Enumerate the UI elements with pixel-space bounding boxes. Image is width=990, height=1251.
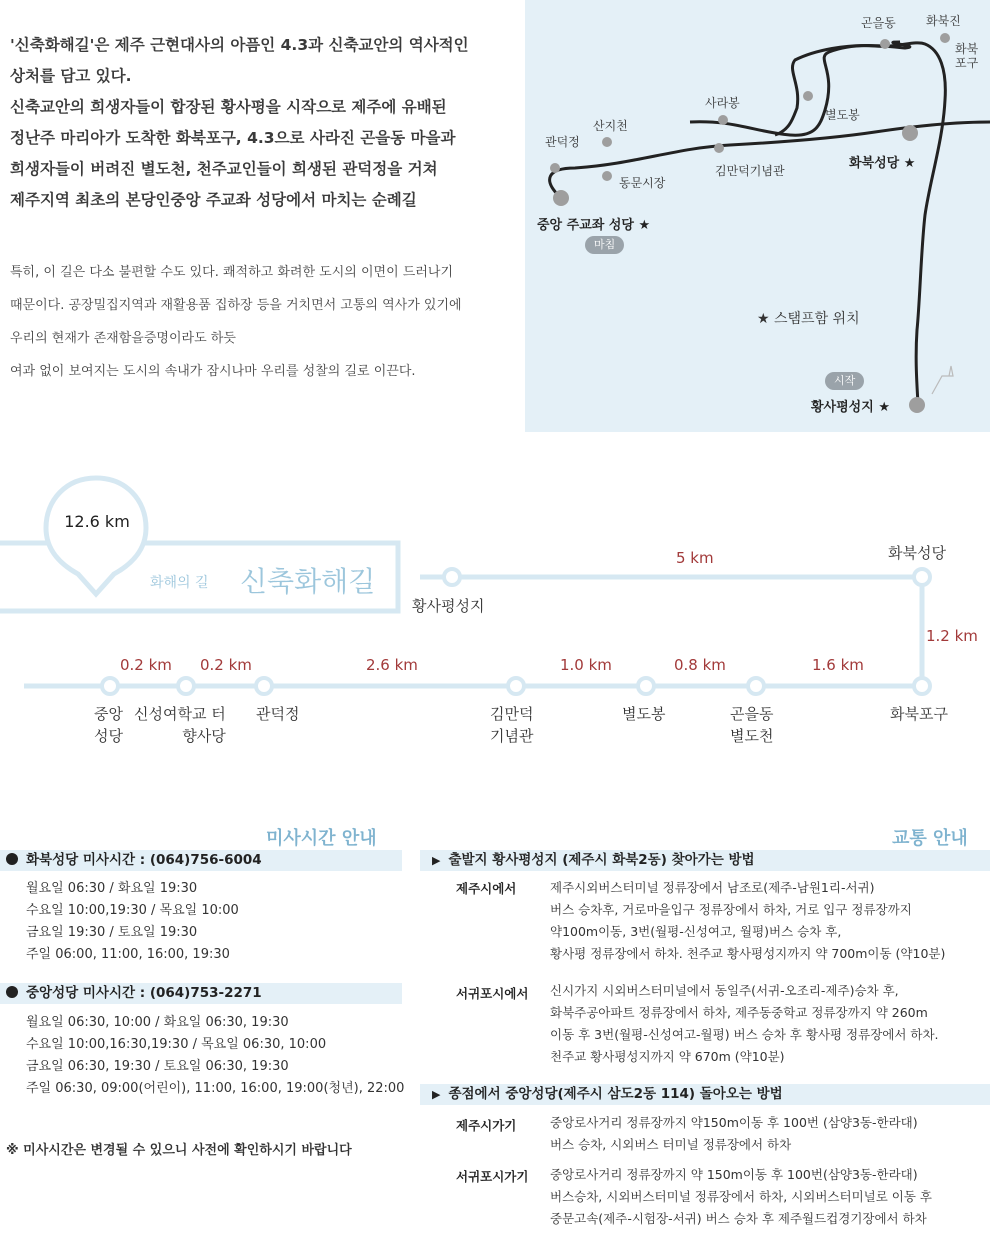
direction-line: 이동 후 3번(월평-신성여고-월평) 버스 승차 후 황사평 정류장에서 하차. — [550, 1027, 939, 1042]
from-jeju-key: 제주시에서 — [456, 881, 517, 896]
direction-line: 제주시외버스터미널 정류장에서 남조로(제주-남원1리-서귀) — [550, 880, 875, 895]
direction-line: 버스 승차후, 거로마을입구 정류장에서 하차, 거로 입구 정류장까지 — [550, 902, 912, 917]
jungang-mass-header — [0, 983, 402, 1004]
map-label-sanjicheon: 산지천 — [593, 119, 628, 133]
node-byeoldobong — [638, 678, 654, 694]
direction-line: 천주교 황사평성지까지 약 670m (약10분) — [550, 1049, 785, 1064]
jungang-mass-title: 중앙성당 미사시간 : (064)753-2271 — [26, 985, 262, 1001]
node-hwabuk-cathedral — [914, 569, 930, 585]
departure-header — [420, 850, 990, 871]
node-gonuldong — [748, 678, 764, 694]
to-seogwipo-key: 서귀포시가기 — [456, 1169, 529, 1184]
route-map — [525, 0, 990, 432]
map-label-hwabukjin: 화북진 — [926, 14, 961, 28]
stamp-legend: ★ 스탬프함 위치 — [757, 311, 860, 327]
node-kimmandeok — [508, 678, 524, 694]
end-pill: 마침 — [585, 236, 624, 254]
stop-gonuldong: 곤을동 별도천 — [730, 705, 774, 745]
map-route-line-north — [775, 43, 945, 404]
intro-line: 정난주 마리아가 도착한 화북포구, 4.3으로 사라진 곤을동 마을과 — [10, 129, 456, 147]
map-label-jungang-cathedral: 중앙 주교좌 성당 ★ — [537, 218, 651, 233]
intro-line: 상처를 담고 있다. — [10, 67, 132, 85]
map-poi-kimmandeok — [714, 143, 724, 153]
direction-line: 버스승차, 시외버스터미널 정류장에서 하차, 시외버스터미널로 이동 후 — [550, 1189, 932, 1204]
map-label-kimmandeok: 김만덕기념관 — [715, 164, 785, 178]
node-gwandeokjeong — [256, 678, 272, 694]
distance-label: 0.8 km — [674, 656, 726, 674]
map-poi-hwabukjin — [940, 33, 950, 43]
node-hwabuk-pogu — [914, 678, 930, 694]
intro-line: 신축교안의 희생자들이 합장된 황사평을 시작으로 제주에 유배된 — [10, 98, 447, 116]
return-title: 종점에서 중앙성당(제주시 삼도2동 114) 돌아오는 방법 — [448, 1086, 783, 1102]
distance-badge: 12.6 km — [64, 512, 130, 531]
mass-note: ※ 미사시간은 변경될 수 있으니 사전에 확인하시기 바랍니다 — [6, 1143, 352, 1158]
start-pill: 시작 — [825, 372, 864, 390]
node-hwangsapyeong — [444, 569, 460, 585]
map-label-hwabuk-cathedral: 화북성당 ★ — [849, 156, 916, 171]
bullet-icon — [6, 853, 18, 865]
mass-time-line: 금요일 19:30 / 토요일 19:30 — [26, 925, 198, 940]
direction-line: 신시가지 시외버스터미널에서 동일주(서귀-오조리-제주)승차 후, — [550, 983, 899, 998]
distance-label: 1.0 km — [560, 656, 612, 674]
mass-time-line: 월요일 06:30, 10:00 / 화요일 06:30, 19:30 — [26, 1015, 289, 1030]
hwabuk-mass-times — [26, 878, 239, 966]
map-label-sarabong: 사라봉 — [705, 96, 740, 110]
to-jeju-key: 제주시가기 — [456, 1118, 517, 1133]
intro-line: 여과 없이 보여지는 도시의 속내가 잠시나마 우리를 성찰의 길로 이끈다. — [10, 364, 416, 379]
intro-line: 희생자들이 버려진 별도천, 천주교인들이 희생된 관덕정을 거쳐 — [10, 160, 438, 178]
stop-kimmandeok: 김만덕 기념관 — [490, 705, 534, 745]
stop-hwabuk-cathedral: 화북성당 — [888, 544, 946, 562]
triangle-right-icon: ▶ — [432, 854, 441, 867]
intro-line: 제주지역 최초의 본당인중앙 주교좌 성당에서 마치는 순례길 — [10, 191, 417, 209]
transport-section-title: 교통 안내 — [892, 828, 968, 849]
map-label-dongmun: 동문시장 — [619, 176, 666, 190]
triangle-right-icon: ▶ — [432, 1088, 441, 1101]
distance-label: 0.2 km — [200, 656, 252, 674]
from-seogwipo-directions — [550, 980, 939, 1068]
map-label-byeoldobong: 별도봉 — [825, 108, 860, 122]
direction-line: 중문고속(제주-시험장-서귀) 버스 승차 후 제주월드컵경기장에서 하차 — [550, 1211, 927, 1226]
bullet-icon — [6, 986, 18, 998]
distance-label: 1.2 km — [926, 627, 978, 645]
stop-shinseong: 신성여학교 터 향사당 — [134, 705, 226, 745]
stop-byeoldobong: 별도봉 — [622, 705, 666, 723]
intro-regular-text — [10, 256, 510, 388]
intro-line: 특히, 이 길은 다소 불편할 수도 있다. 쾌적하고 화려한 도시의 이면이 드러나기 — [10, 265, 454, 280]
departure-title: 출발지 황사평성지 (제주시 화북2동) 찾아가는 방법 — [448, 852, 755, 868]
stop-gwandeokjeong: 관덕정 — [256, 705, 300, 723]
to-seogwipo-directions — [550, 1164, 932, 1230]
map-poi-byeoldobong — [803, 91, 813, 101]
node-shinseong — [178, 678, 194, 694]
map-poi-sarabong — [718, 115, 728, 125]
map-poi-gonuldong — [880, 39, 890, 49]
route-title: 신축화해길 — [240, 565, 376, 598]
map-label-hwangsapyeong: 황사평성지 ★ — [811, 400, 890, 415]
from-jeju-directions — [550, 877, 945, 965]
map-label-hwabuk-pogu: 화북 포구 — [955, 42, 979, 70]
map-label-gonuldong: 곤을동 — [861, 16, 896, 30]
distance-label: 2.6 km — [366, 656, 418, 674]
return-header — [420, 1084, 990, 1105]
route-subtitle: 화해의 길 — [150, 575, 209, 591]
stop-hwabuk-pogu: 화북포구 — [890, 705, 948, 723]
intro-line: '신축화해길'은 제주 근현대사의 아픔인 4.3과 신축교안의 역사적인 — [10, 36, 469, 54]
direction-line: 약100m이동, 3번(월평-신성여고, 월평)버스 승차 후, — [550, 924, 842, 939]
map-poi-hwangsapyeong — [909, 397, 925, 413]
hwabuk-mass-title: 화북성당 미사시간 : (064)756-6004 — [26, 852, 262, 868]
map-poi-dongmun — [602, 171, 612, 181]
intro-line: 우리의 현재가 존재함을증명이라도 하듯 — [10, 331, 236, 346]
mass-time-line: 수요일 10:00,16:30,19:30 / 목요일 06:30, 10:00 — [26, 1037, 327, 1052]
intro-bold-text — [10, 30, 510, 216]
distance-label: 0.2 km — [120, 656, 172, 674]
mass-time-line: 주일 06:30, 09:00(어린이), 11:00, 16:00, 19:00(청년), 22:00 — [26, 1081, 405, 1096]
mass-time-line: 수요일 10:00,19:30 / 목요일 10:00 — [26, 903, 239, 918]
hwabuk-mass-header — [0, 850, 402, 871]
direction-line: 화북주공아파트 정류장에서 하차, 제주동중학교 정류장까지 약 260m — [550, 1005, 928, 1020]
direction-line: 중앙로사거리 정류장까지 약150m이동 후 100번 (삼양3동-한라대) — [550, 1115, 918, 1130]
stop-hwangsapyeong: 황사평성지 — [412, 597, 485, 615]
direction-line: 중앙로사거리 정류장까지 약 150m이동 후 100번(삼양3동-한라대) — [550, 1167, 918, 1182]
to-jeju-directions — [550, 1112, 918, 1156]
intro-line: 때문이다. 공장밀집지역과 재활용품 집하장 등을 거치면서 고통의 역사가 있기에 — [10, 298, 462, 313]
direction-line: 황사평 정류장에서 하차. 천주교 황사평성지까지 약 700m이동 (약10분) — [550, 946, 946, 961]
map-label-gwandeokjeong: 관덕정 — [545, 135, 580, 149]
distance-label: 5 km — [676, 549, 714, 567]
north-arrow-icon — [932, 366, 953, 394]
from-seogwipo-key: 서귀포시에서 — [456, 986, 529, 1001]
direction-line: 버스 승차, 시외버스 터미널 정류장에서 하차 — [550, 1137, 792, 1152]
map-poi-sanjicheon — [602, 137, 612, 147]
jungang-mass-times — [26, 1012, 404, 1100]
mass-section-title: 미사시간 안내 — [266, 828, 377, 849]
map-poi-hwabuk-cathedral — [902, 125, 918, 141]
distance-label: 1.6 km — [812, 656, 864, 674]
mass-time-line: 금요일 06:30, 19:30 / 토요일 06:30, 19:30 — [26, 1059, 289, 1074]
mass-time-line: 주일 06:00, 11:00, 16:00, 19:30 — [26, 947, 230, 962]
node-jungang — [102, 678, 118, 694]
stop-jungang: 중앙 성당 — [94, 705, 123, 745]
mass-time-line: 월요일 06:30 / 화요일 19:30 — [26, 881, 198, 896]
distance-badge-pin — [46, 478, 146, 594]
map-poi-jungang-cathedral — [553, 190, 569, 206]
map-poi-gwandeokjeong — [550, 163, 560, 173]
